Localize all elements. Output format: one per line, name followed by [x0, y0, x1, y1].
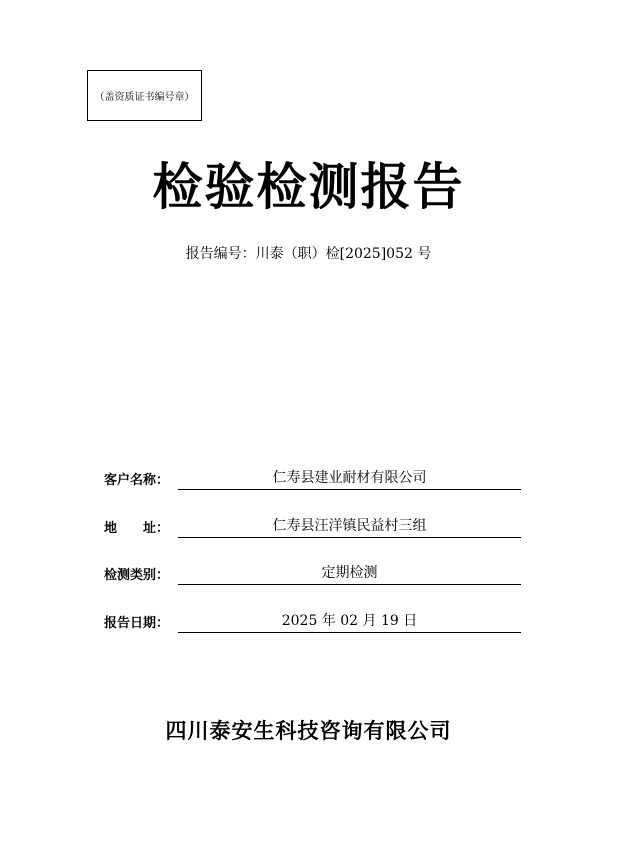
- report-number: 报告编号：川泰（职）检[2025]052 号: [185, 246, 432, 262]
- client-name-label: 客户名称：: [104, 473, 170, 488]
- address-value: 仁寿县汪洋镇民益村三组: [178, 515, 521, 538]
- report-date-row: [104, 609, 524, 633]
- report-title: 检验检测报告: [152, 158, 465, 216]
- address-label: 地 址：: [104, 521, 170, 536]
- report-date-label: 报告日期：: [104, 616, 170, 631]
- qualification-stamp-box: [87, 70, 202, 121]
- client-name-value: 仁寿县建业耐材有限公司: [178, 467, 521, 490]
- inspection-type-row: [104, 561, 524, 585]
- address-row: [104, 514, 524, 538]
- inspection-type-label: 检测类别：: [104, 568, 170, 583]
- issuer-company: 四川泰安生科技咨询有限公司: [165, 719, 452, 743]
- report-date-value: 2025 年 02 月 19 日: [178, 610, 521, 633]
- inspection-type-value: 定期检测: [178, 562, 521, 585]
- client-name-row: [104, 466, 524, 490]
- stamp-note: （盖资质证书编号章）: [94, 92, 195, 103]
